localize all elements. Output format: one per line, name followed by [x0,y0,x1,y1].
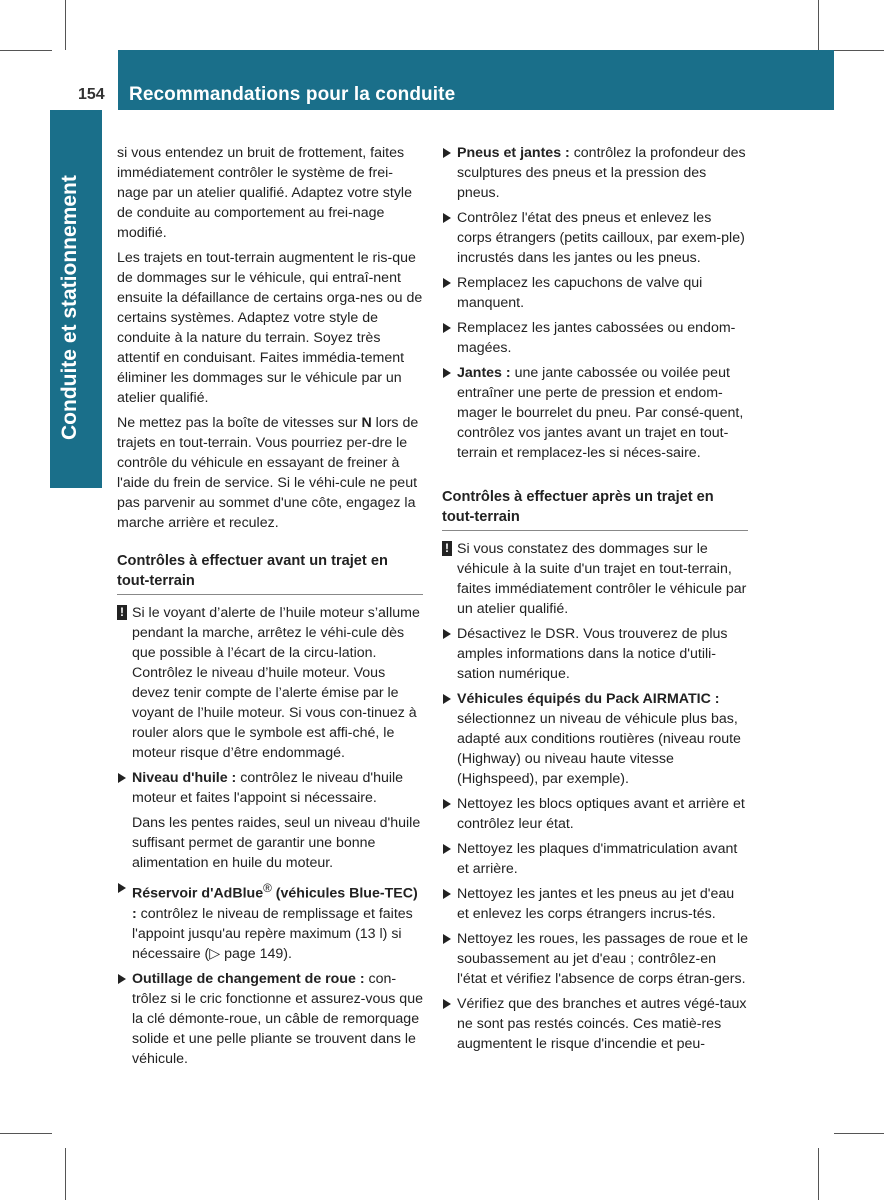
list-item: Vérifiez que des branches et autres végé-taux ne sont pas restés coincés. Ces matiè-res augmentent le risque d'incendie et peu- [442,994,748,1054]
triangle-bullet-icon [443,213,451,223]
triangle-bullet-icon [443,148,451,158]
side-tab-label: Conduite et stationnement [58,175,81,440]
crop-mark [818,0,819,50]
list-item: Remplacez les jantes cabossées ou endom-magées. [442,318,748,358]
section-heading: Contrôles à effectuer après un trajet en tout-terrain [442,487,748,531]
triangle-bullet-icon [118,883,126,893]
paragraph: Ne mettez pas la boîte de vitesses sur N lors de trajets en tout-terrain. Vous pourriez per-dre le contrôle du véhicule en essayant de freiner à l'aide du frein de service. Si le véhi-cule ne peut pas parvenir au sommet d'une côte, engagez la marche arrière et reculez. [117,415,419,531]
triangle-bullet-icon [443,694,451,704]
list-item: Outillage de changement de roue : con-trôlez si le cric fonctionne et assurez-vous que la clé démonte-roue, un câble de remorquage solide et une pelle pliante se trouvent dans le véhicule. [117,969,423,1069]
triangle-bullet-icon [443,629,451,639]
crop-mark [65,0,66,50]
paragraph: si vous entendez un bruit de frottement, faites immédiatement contrôler le système de frei-nage par un atelier qualifié. Adaptez votre style de conduite au comportement au frei-nage modifié. [117,145,412,241]
list-item: Jantes : une jante cabossée ou voilée peut entraîner une perte de pression et endom-mager le bourrelet du pneu. Par consé-quent, contrôlez vos jantes avant un trajet en tout-terrain et remplacez-les si néces-saire. [442,363,748,463]
triangle-bullet-icon [443,278,451,288]
section-heading: Contrôles à effectuer avant un trajet en tout-terrain [117,551,423,595]
list-item: Désactivez le DSR. Vous trouverez de plus amples informations dans la notice d'utili-sation numérique. [442,624,748,684]
list-item: Nettoyez les blocs optiques avant et arrière et contrôlez leur état. [442,794,748,834]
triangle-bullet-icon [443,844,451,854]
left-column [117,143,423,1074]
list-item: Véhicules équipés du Pack AIRMATIC : sélectionnez un niveau de véhicule plus bas, adapté aux conditions routières (niveau route (Highway) ou niveau haute vitesse (Highspeed), par exemple). [442,689,748,789]
warning-note: ! Si le voyant d’alerte de l’huile moteur s’allume pendant la marche, arrêtez le véhi-cule dès que possible à l’écart de la circu-lation. Contrôlez le niveau d’huile moteur. Vous devez tenir compte de l’alerte émise par le voyant de l’huile moteur. Si vous con-tinuez à rouler alors que le symbole est affi-ché, le moteur risque d’être endommagé. [117,603,423,763]
triangle-bullet-icon [443,999,451,1009]
triangle-bullet-icon [443,323,451,333]
list-item: Niveau d'huile : contrôlez le niveau d'huile moteur et faites l'appoint si nécessaire. [117,768,423,808]
crop-mark [818,1148,819,1200]
crop-mark [65,1148,66,1200]
triangle-bullet-icon [443,934,451,944]
list-item: Réservoir d'AdBlue® (véhicules Blue-TEC) : contrôlez le niveau de remplissage et faites l'appoint jusqu'au repère maximum (13 l) si nécessaire (▷ page 149). [117,878,423,964]
right-column [442,143,748,1059]
triangle-bullet-icon [443,889,451,899]
crop-mark [0,1133,52,1134]
exclamation-icon: ! [117,605,127,620]
list-item-note: Dans les pentes raides, seul un niveau d'huile suffisant permet de garantir une bonne alimentation en huile du moteur. [132,815,421,871]
list-item: Contrôlez l'état des pneus et enlevez les corps étrangers (petits cailloux, par exem-ple) incrustés dans les jantes ou les pneus. [442,208,748,268]
warning-note: ! Si vous constatez des dommages sur le véhicule à la suite d'un trajet en tout-terrain, faites immédiatement contrôler le véhicule par un atelier qualifié. [442,539,748,619]
list-item: Pneus et jantes : contrôlez la profondeur des sculptures des pneus et la pression des pneus. [442,143,748,203]
page-title: Recommandations pour la conduite [129,84,456,105]
list-item: Remplacez les capuchons de valve qui manquent. [442,273,748,313]
paragraph: Les trajets en tout-terrain augmentent le ris-que de dommages sur le véhicule, qui entraî-nent ensuite la défaillance de certains orga-nes ou de certains systèmes. Adaptez votre style de conduite à la nature du terrain. Soyez très attentif en conduisant. Faites immédia-tement éliminer les dommages sur le véhicule par un atelier qualifié. [117,250,423,406]
crop-mark [834,50,884,51]
header-separator [116,50,118,110]
triangle-bullet-icon [443,368,451,378]
triangle-bullet-icon [118,974,126,984]
triangle-bullet-icon [118,773,126,783]
list-item: Nettoyez les roues, les passages de roue et le soubassement au jet d'eau ; contrôlez-en l'état et vérifiez l'absence de corps étran-gers. [442,929,748,989]
crop-mark [834,1133,884,1134]
triangle-bullet-icon [443,799,451,809]
page-number: 154 [78,86,105,103]
list-item: Nettoyez les plaques d'immatriculation avant et arrière. [442,839,748,879]
list-item: Nettoyez les jantes et les pneus au jet d'eau et enlevez les corps étrangers incrus-tés. [442,884,748,924]
exclamation-icon: ! [442,541,452,556]
crop-mark [0,50,52,51]
